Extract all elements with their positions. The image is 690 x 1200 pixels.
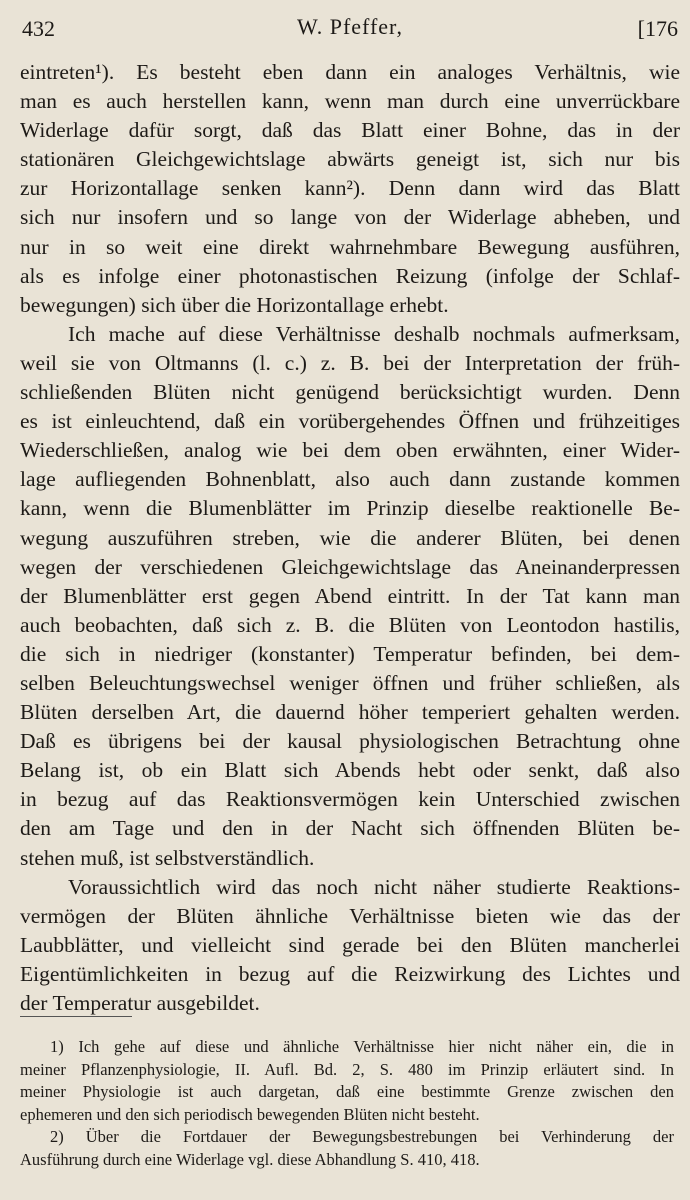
text-line: eintreten¹). Es besteht eben dann ein analoges Verhältnis, wie (20, 60, 680, 84)
text-line: die sich in niedriger (konstanter) Temperatur befinden, bei dem- (20, 641, 680, 666)
footnotes (20, 1036, 674, 1172)
text-line: stehen muß, ist selbstverständlich. (20, 845, 315, 870)
text-line: zur Horizontallage senken kann²). Denn dann wird das Blatt (20, 176, 680, 201)
text-line: weil sie von Oltmanns (l. c.) z. B. bei der Interpretation der früh- (20, 350, 680, 375)
text-line: auch beobachten, daß sich z. B. die Blüten von Leontodon hastilis, (20, 612, 680, 637)
footnote-line: 2) Über die Fortdauer der Bewegungsbestrebungen bei Verhinderung der (50, 1127, 674, 1147)
text-line: als es infolge einer photonastischen Reizung (infolge der Schlaf- (20, 263, 680, 288)
text-line: Eigentümlichkeiten in bezug auf die Reizwirkung des Lichtes und (20, 961, 680, 986)
text-line: schließenden Blüten nicht genügend berücksichtigt wurden. Denn (20, 380, 680, 405)
text-line: bewegungen) sich über die Horizontallage erhebt. (20, 292, 449, 317)
footnote-line: Ausführung durch eine Widerlage vgl. diese Abhandlung S. 410, 418. (20, 1149, 480, 1169)
text-line: Wiederschließen, analog wie bei dem oben erwähnten, einer Wider- (20, 438, 680, 463)
text-line: Widerlage dafür sorgt, daß das Blatt einer Bohne, das in der (20, 118, 680, 143)
text-line: selben Beleuchtungswechsel weniger öffnen und früher schließen, als (20, 670, 680, 695)
text-line: den am Tage und den in der Nacht sich öffnenden Blüten be- (20, 816, 680, 841)
running-head-author: W. Pfeffer, (296, 14, 404, 39)
footnote-line: ephemeren und den sich periodisch bewegenden Blüten nicht besteht. (20, 1104, 480, 1124)
text-line: der Temperatur ausgebildet. (20, 991, 260, 1015)
body-text (20, 58, 680, 1018)
footnote-divider (20, 1016, 132, 1017)
text-line: Ich mache auf diese Verhältnisse deshalb nochmals aufmerksam, (68, 321, 680, 346)
text-line: Daß es übrigens bei der kausal physiologischen Betrachtung ohne (20, 729, 680, 754)
text-line: in bezug auf das Reaktionsvermögen kein Unterschied zwischen (20, 787, 680, 812)
section-marker: [176 (637, 16, 678, 41)
text-line: Belang ist, ob ein Blatt sich Abends hebt oder senkt, daß also (20, 758, 680, 783)
text-line: Laubblätter, und vielleicht sind gerade bei den Blüten mancherlei (20, 932, 680, 957)
footnote-line: meiner Physiologie ist auch dargetan, daß eine bestimmte Grenze zwischen den (20, 1082, 674, 1102)
text-line: kann, wenn die Blumenblätter im Prinzip dieselbe reaktionelle Be- (20, 496, 680, 521)
text-line: wegen der verschiedenen Gleichgewichtslage das Aneinanderpressen (20, 554, 680, 579)
text-line: stationären Gleichgewichtslage abwärts geneigt ist, sich nur bis (20, 147, 680, 172)
text-line: der Blumenblätter erst gegen Abend eintritt. In der Tat kann man (20, 583, 680, 608)
text-line: Blüten derselben Art, die dauernd höher temperiert gehalten werden. (20, 700, 680, 725)
text-line: sich nur insofern und so lange von der Widerlage abheben, und (20, 205, 680, 230)
page-number: 432 (22, 16, 55, 41)
text-line: man es auch herstellen kann, wenn man durch eine unverrückbare (20, 89, 680, 114)
footnote-line: meiner Pflanzenphysiologie, II. Aufl. Bd. 2, S. 480 im Prinzip erläutert sind. In (20, 1059, 674, 1079)
text-line: wegung auszuführen streben, wie die anderer Blüten, bei denen (20, 525, 680, 550)
footnote-line: 1) Ich gehe auf diese und ähnliche Verhältnisse hier nicht näher ein, die in (50, 1037, 674, 1056)
text-line: nur in so weit eine direkt wahrnehmbare Bewegung ausführen, (20, 234, 680, 259)
running-header (22, 12, 678, 44)
text-line: lage aufliegenden Bohnenblatt, also auch dann zustande kommen (20, 467, 680, 492)
text-line: Voraussichtlich wird das noch nicht näher studierte Reaktions- (68, 874, 680, 899)
text-line: es ist einleuchtend, daß ein vorübergehendes Öffnen und frühzeitiges (20, 409, 680, 434)
text-line: vermögen der Blüten ähnliche Verhältnisse bieten wie das der (20, 903, 680, 928)
